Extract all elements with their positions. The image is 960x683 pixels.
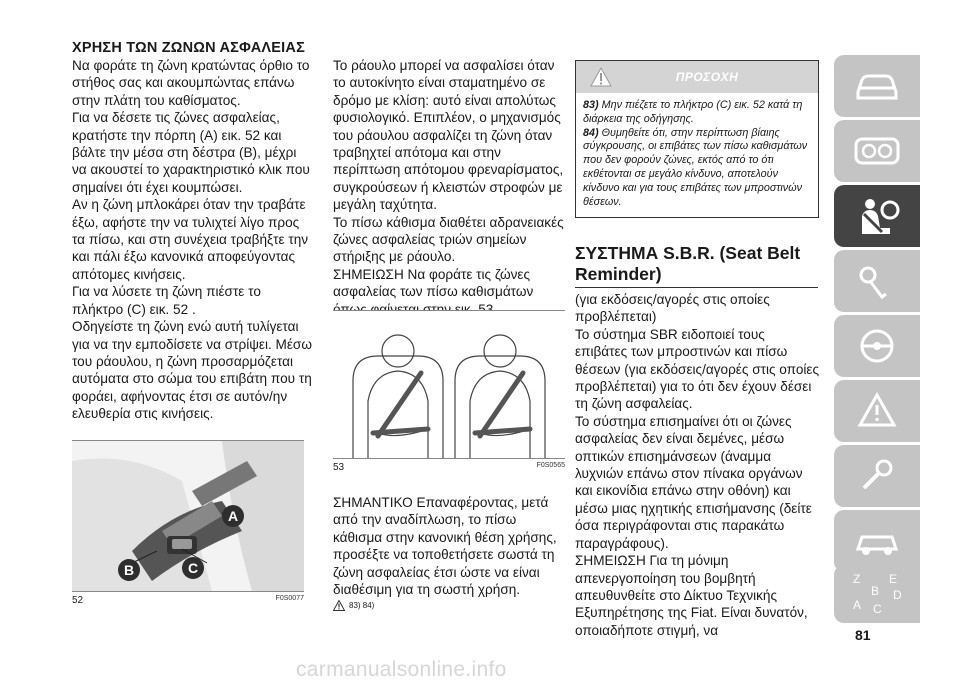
tab-key[interactable] xyxy=(834,250,920,312)
rear-seat-passengers-illustration xyxy=(333,311,565,458)
callout-a xyxy=(222,505,244,527)
paragraph: ΣΗΜΑΝΤΙΚΟ Επαναφέροντας, μετά από την αναδίπλωση, το πίσω κάθισμα στην κανονική θέση χρήσης, προσέξτε να τοποθετήσετε σωστά τη ζώνη ασφαλείας έτσι ώστε να είναι διαθέσιμη για τη σωστή χρήση. xyxy=(333,495,557,598)
paragraph: Το ράουλο μπορεί να ασφαλίσει όταν το αυτοκίνητο είναι σταματημένο σε δρόμο με κλίση: αυτό είναι απολύτως φυσιολογικό. Επιπλέον, ο μηχανισμός του ράουλου ασφαλίζει τη ζώνη όταν τραβηχτεί απότομα και στην περίπτωση απότομου φρεναρίσματος, συγκρούσεων ή κλειστών στροφών με μεγάλη ταχύτητα. xyxy=(333,58,564,213)
paragraph: Για να λύσετε τη ζώνη πιέστε το πλήκτρο (C) εικ. 52 . xyxy=(72,284,261,317)
key-icon xyxy=(850,261,904,301)
paragraph: ΣΗΜΕΙΩΣΗ Για τη μόνιμη απενεργοποίηση του βομβητή απευθυνθείτε στο Δίκτυο Τεχνικής Εξυπηρέτησης της Fiat. Είναι δυνατόν, οποιαδήποτε στιγμή, να xyxy=(575,553,808,638)
warning-text: Θυμηθείτε ότι, στην περίπτωση βίαιης σύγκρουσης, οι επιβάτες των πίσω καθισμάτων που δεν φορούν ζώνες, εκτός από το ότι εκθέτονται σε μεγάλο κίνδυνο, αποτελούν κίνδυνο και για τους επιβάτες των μπροστινών θέσεων. xyxy=(583,126,808,208)
car-icon xyxy=(850,66,904,106)
warning-triangle-icon xyxy=(590,67,612,87)
paragraph: Το σύστημα SBR ειδοποιεί τους επιβάτες των μπροστινών και πίσω θέσεων (για εκδόσεις/αγορές στις οποίες προβλέπεται) για το ότι δεν έχουν δέσει τη ζώνη ασφαλείας. xyxy=(575,326,820,412)
figure-caption xyxy=(72,595,304,606)
paragraph: Οδηγείστε τη ζώνη ενώ αυτή τυλίγεται για να την εμποδίσετε να στρίψει. Μέσω του ράουλου, η ζώνη προσαρμόζεται αυτόματα στο σώμα του επιβάτη που τη φοράει, αφήνοντας έτσι σε αυτόν/ην ελευθερία στις κινήσεις. xyxy=(72,319,312,422)
column-2-lower xyxy=(333,494,565,598)
paragraph: Το πίσω κάθισμα διαθέτει αδρανειακές ζώνες ασφαλείας τριών σημείων στήριξης με ράουλο. xyxy=(333,214,564,265)
tab-specs[interactable] xyxy=(834,510,920,572)
callout-b xyxy=(118,559,140,581)
tab-emergency[interactable] xyxy=(834,380,920,442)
warning-header xyxy=(576,61,818,93)
figure-number: 53 xyxy=(333,462,345,473)
figure-caption xyxy=(333,462,565,473)
figure-53 xyxy=(333,310,565,473)
spec-car-icon xyxy=(850,521,904,561)
page-number: 81 xyxy=(855,627,871,643)
index-icon xyxy=(847,569,907,619)
paragraph: Το σύστημα επισημαίνει ότι οι ζώνες ασφαλείας δεν είναι δεμένες, μέσω οπτικών επισημάνσεων (άναμμα λυχνιών επάνω στον πίνακα οργάνων και εικονίδια επάνω στην οθόνη) και μέσω μιας ηχητικής επισήμανσης (δείτε όσα περιγράφονται στις παρακάτω παραγράφους). xyxy=(575,413,812,551)
warning-refs xyxy=(333,600,374,611)
figure-52 xyxy=(72,440,304,606)
warning-number: 83) xyxy=(583,99,599,111)
index-letter: E xyxy=(889,572,898,586)
callout-b-label: B xyxy=(123,562,135,578)
callout-c-label: C xyxy=(187,560,199,576)
tab-index[interactable] xyxy=(834,565,920,623)
paragraph: Αν η ζώνη μπλοκάρει όταν την τραβάτε έξω, αφήστε την να τυλιχτεί λίγο προς τα πίσω, και στη συνέχεια τραβήξτε την και πάλι έξω κανονικά αποφεύγοντας απότομες κινήσεις. xyxy=(72,197,309,282)
paragraph: Για να δέσετε τις ζώνες ασφαλείας, κρατήστε την πόρπη (A) εικ. 52 και βάλτε την μέσα στη δέστρα (B), μέχρι να ακουστεί το χαρακτηριστικό κλικ που σημαίνει ότι έχει κουμπώσει. xyxy=(72,110,310,195)
warning-body xyxy=(576,93,818,215)
steering-wheel-icon xyxy=(850,326,904,366)
tab-safety[interactable] xyxy=(834,185,920,247)
tab-steering[interactable] xyxy=(834,315,920,377)
maintenance-icon xyxy=(850,456,904,496)
figure-code: F0S0077 xyxy=(275,595,304,602)
index-letter: B xyxy=(871,584,880,598)
warning-car-icon xyxy=(850,391,904,431)
warning-title: ΠΡΟΣΟΧΗ xyxy=(675,70,739,84)
warning-triangle-icon xyxy=(333,600,345,611)
index-letter: A xyxy=(853,598,862,612)
tab-car[interactable] xyxy=(834,55,920,117)
warning-text: Μην πιέζετε το πλήκτρο (C) εικ. 52 κατά τη διάρκεια της οδήγησης. xyxy=(583,99,803,125)
paragraph: (για εκδόσεις/αγορές στις οποίες προβλέπεται) xyxy=(575,292,770,325)
column-1 xyxy=(72,40,312,423)
warning-number: 84) xyxy=(583,126,599,139)
index-letter: D xyxy=(893,588,902,602)
figure-code: F0S0565 xyxy=(536,462,565,469)
tab-dashboard[interactable] xyxy=(834,120,920,182)
warning-item xyxy=(583,99,811,127)
figure-number: 52 xyxy=(72,595,84,606)
callout-c xyxy=(182,557,204,579)
sbr-section-title: ΣΥΣΤΗΜΑ S.B.R. (Seat Belt Reminder) xyxy=(575,243,818,288)
index-letter: Z xyxy=(853,572,861,586)
section-heading: ΧΡΗΣΗ ΤΩΝ ΖΩΝΩΝ ΑΣΦΑΛΕΙΑΣ xyxy=(72,40,305,56)
column-2 xyxy=(333,57,565,318)
tab-maintenance[interactable] xyxy=(834,445,920,507)
warning-box xyxy=(575,60,819,218)
dashboard-icon xyxy=(850,131,904,171)
warning-item xyxy=(583,127,811,210)
paragraph: Να φοράτε τη ζώνη κρατώντας όρθιο το στήθος σας και ακουμπώντας επάνω στην πλάτη του καθίσματος. xyxy=(72,58,310,108)
callout-a-label: A xyxy=(227,508,239,524)
ref-numbers: 83) 84) xyxy=(349,601,375,610)
index-letter: C xyxy=(873,602,882,616)
watermark: carmanualsonline.info xyxy=(296,658,507,681)
seat-airbag-icon xyxy=(850,194,904,238)
column-3-text xyxy=(575,291,820,639)
paragraph: ΣΗΜΕΙΩΣΗ Να φοράτε τις ζώνες ασφαλείας των πίσω καθισμάτων xyxy=(333,266,534,300)
